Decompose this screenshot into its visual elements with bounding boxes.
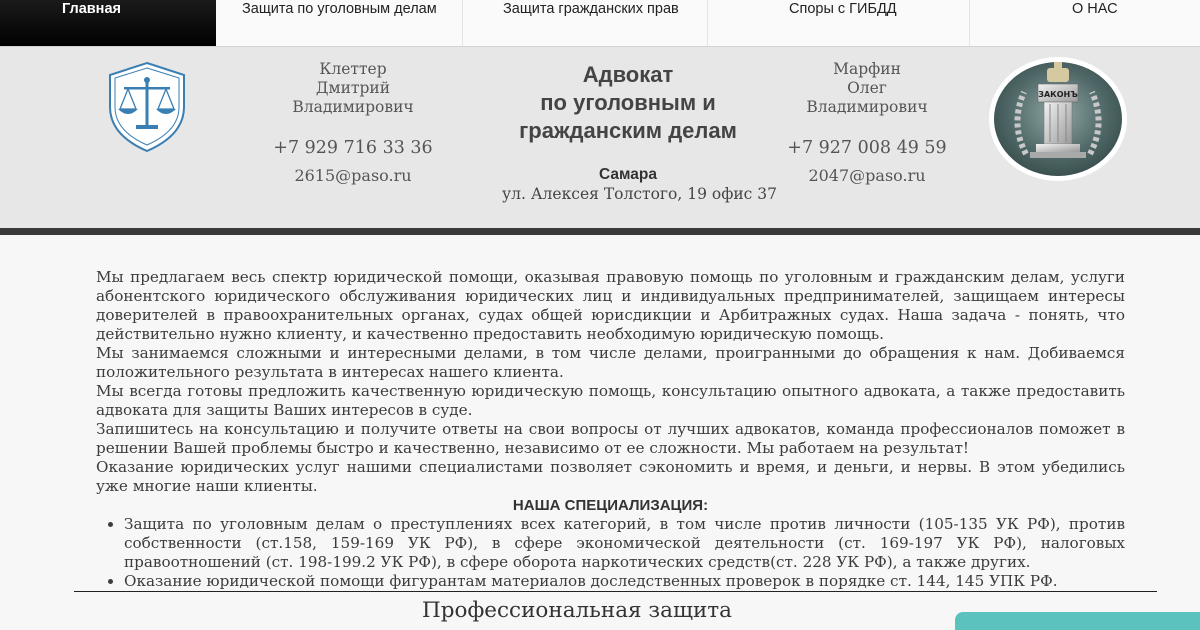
intro-paragraph: Запишитесь на консультацию и получите ответы на свои вопросы от лучших адвокатов, команда профессионалов поможет в решении Вашей проблемы быстро и качественно, независимо от ее сложности. Мы работаем на результат!: [96, 420, 1125, 457]
section-heading: Профессиональная защита: [422, 598, 732, 623]
intro-paragraph: Мы предлагаем весь спектр юридической помощи, оказывая правовую помощь по уголовным и гражданским делам, услуги абонентского юридического обслуживания юридических лиц и индивидуальных предпринимателей, защищаем интересы доверителей в правоохранительных органах, судах общей юрисдикции и Арбитражных судах. Наша задача - понять, что действительно нужно клиенту, и качественно предоставить необходимую юридическую помощь.: [96, 268, 1125, 343]
lawyer-patronymic: Владимирович: [806, 98, 928, 116]
lawyer-phone[interactable]: +7 927 008 49 59: [787, 138, 947, 158]
lawyer-first-name: Дмитрий: [315, 79, 391, 97]
office-city: Самара: [599, 166, 657, 183]
office-address: ул. Алексея Толстого, 19 офис 37: [502, 185, 778, 203]
specialization-heading: НАША СПЕЦИАЛИЗАЦИЯ:: [512, 497, 709, 514]
intro-paragraph: Мы занимаемся сложными и интересными делами, в том числе делами, проигранными до обращения к нам. Добиваемся положительного результата в интересах нашего клиента.: [96, 344, 1125, 381]
intro-paragraph: Мы всегда готовы предложить качественную юридическую помощь, консультацию опытного адвоката, а также предоставить адвоката для защиты Ваших интересов в суде.: [96, 382, 1125, 419]
lawyer-contact-marfin: [782, 60, 952, 185]
lawyer-first-name: Олег: [847, 79, 887, 97]
intro-paragraph: Оказание юридических услуг нашими специалистами позволяет сэкономить и время, и деньги, и нервы. В этом убедились уже многие наши клиенты.: [96, 458, 1125, 495]
section-divider: [74, 591, 1157, 592]
site-title-line: по уголовным и: [540, 90, 716, 115]
lawyer-email[interactable]: 2615@paso.ru: [294, 166, 412, 185]
site-header: [0, 46, 1200, 228]
nav-item-home[interactable]: Главная: [0, 0, 216, 46]
nav-item-criminal-defense[interactable]: Защита по уголовным делам: [216, 0, 463, 46]
lawyer-phone[interactable]: +7 929 716 33 36: [273, 138, 433, 158]
intro-text: [96, 268, 1125, 591]
scales-of-justice-logo: [106, 61, 188, 153]
header-divider-bar: [0, 228, 1200, 235]
site-title: [488, 61, 768, 145]
list-item: • Защита по уголовным делам о преступлениях всех категорий, в том числе против личности (105-135 УК РФ), против собственности (ст.158, 159-169 УК РФ), в сфере экономической деятельности (ст. 169-197 УК РФ), налоговых правоотношений (ст. 198-199.2 УК РФ), в сфере оборота наркотических средств(ст. 228 УК РФ), а также других.: [124, 515, 1125, 572]
main-content: [0, 235, 1200, 630]
badge-text: ЗАКОНЪ: [1038, 90, 1078, 99]
list-item: • Оказание юридической помощи фигурантам материалов доследственных проверок в порядке ст. 144, 145 УПК РФ.: [124, 572, 1125, 591]
lawyer-email[interactable]: 2047@paso.ru: [808, 166, 926, 185]
lawyer-surname: Клеттер: [319, 60, 387, 78]
lawyer-surname: Марфин: [833, 60, 901, 78]
nav-item-about[interactable]: О НАС: [1072, 1, 1118, 17]
law-badge-emblem: [988, 56, 1128, 182]
lawyer-patronymic: Владимирович: [292, 98, 414, 116]
site-title-line: гражданским делам: [519, 118, 737, 143]
nav-item-gibdd-disputes[interactable]: Споры с ГИБДД: [708, 0, 970, 46]
site-title-line: Адвокат: [582, 62, 674, 87]
nav-item-civil-rights[interactable]: Защита гражданских прав: [463, 0, 708, 46]
specialization-list: [124, 515, 1125, 591]
top-nav: [0, 0, 1200, 46]
lawyer-contact-kletter: [268, 60, 438, 185]
chat-widget-tab[interactable]: [955, 612, 1200, 630]
